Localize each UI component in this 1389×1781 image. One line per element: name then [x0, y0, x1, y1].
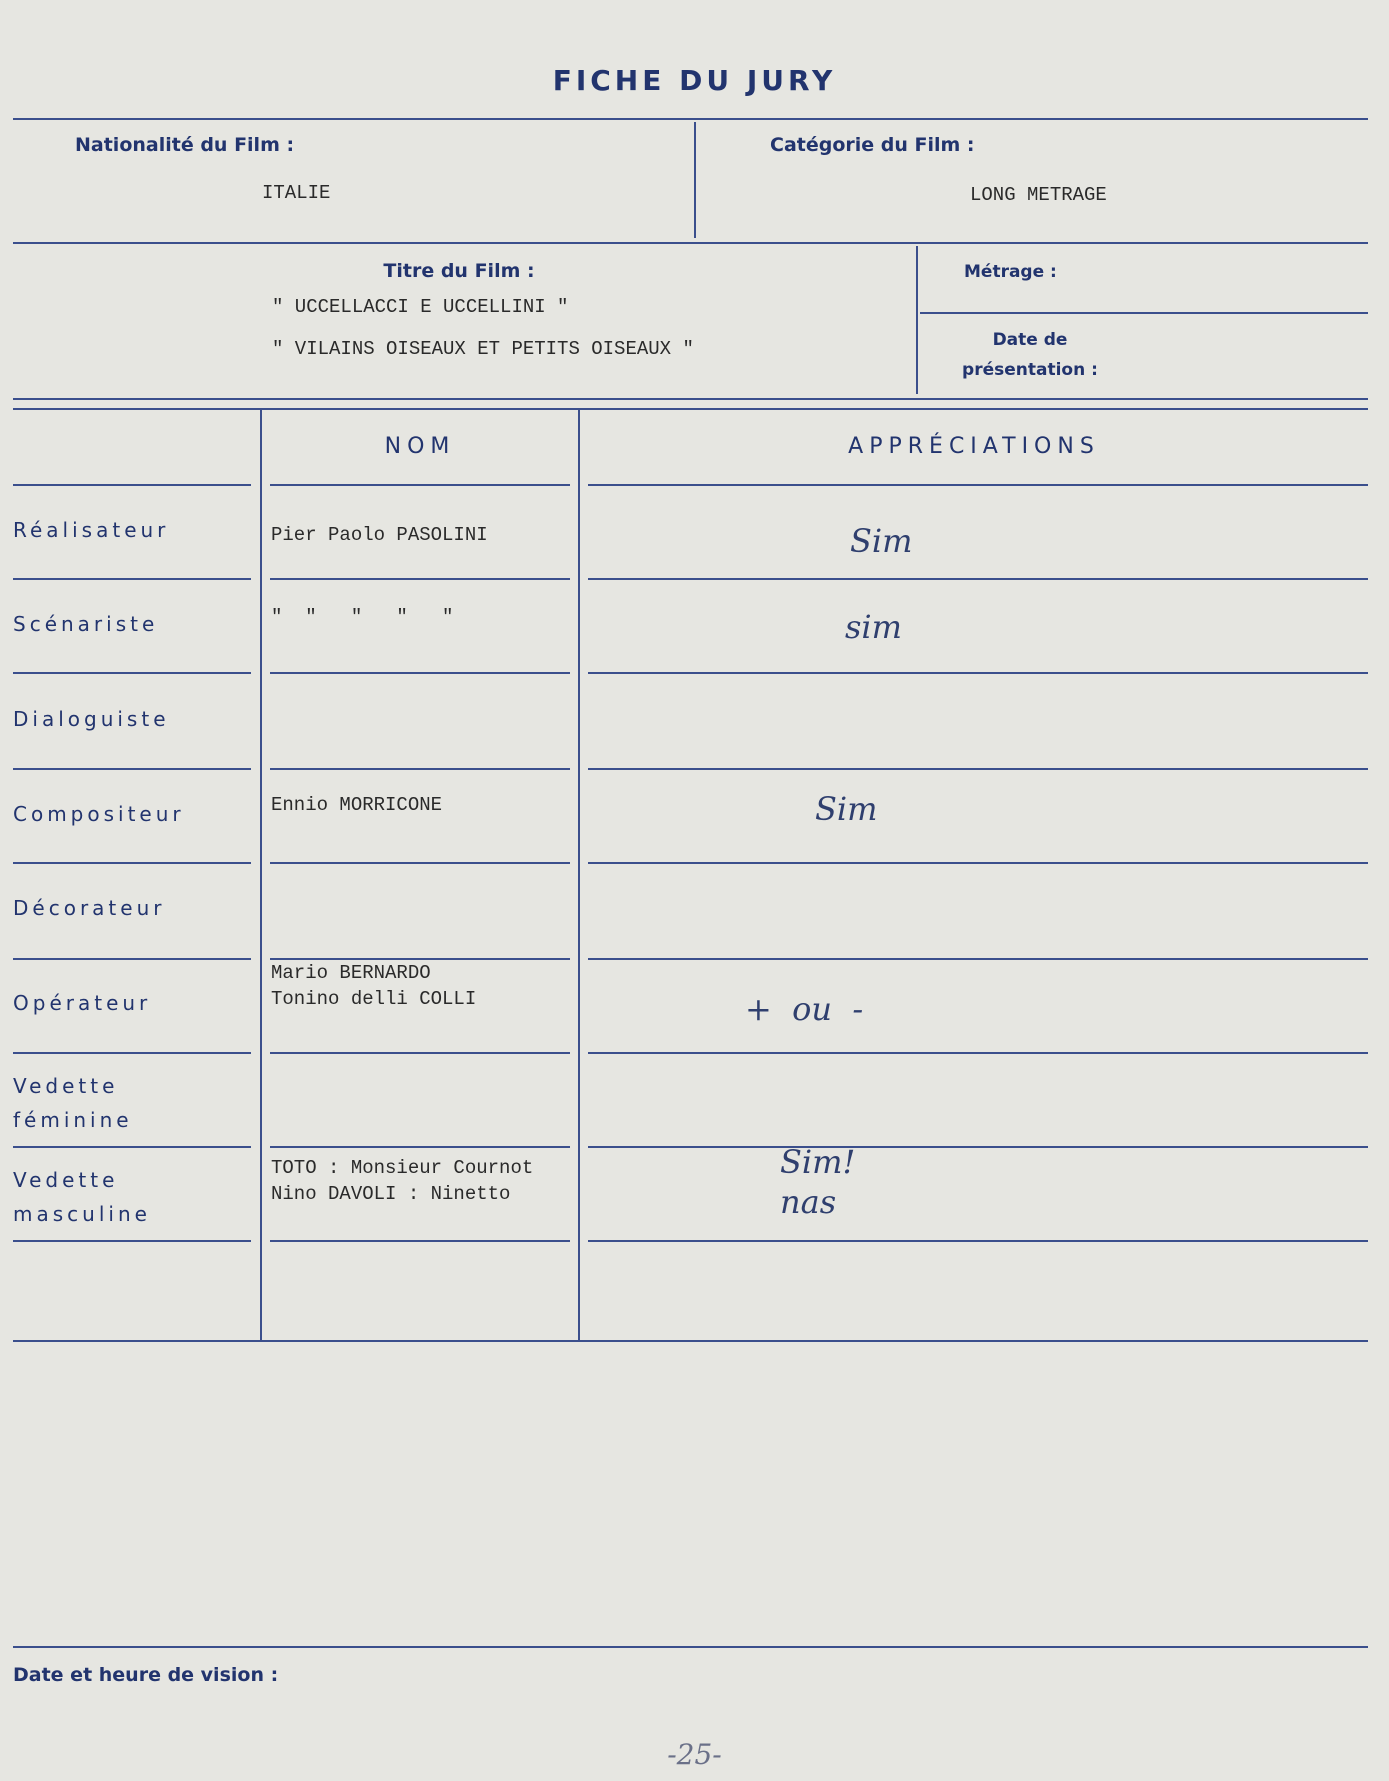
row-rule	[588, 1146, 1368, 1148]
nom-realisateur: Pier Paolo PASOLINI	[271, 524, 488, 546]
row-rule	[588, 862, 1368, 864]
col-header-appreciations: APPRÉCIATIONS	[848, 434, 1100, 459]
row-rule	[270, 484, 570, 486]
row-rule	[270, 672, 570, 674]
nom-compositeur: Ennio MORRICONE	[271, 794, 443, 816]
col-divider-appreciations	[578, 410, 580, 1340]
categorie-value: LONG METRAGE	[970, 184, 1107, 206]
row-label-compositeur: Compositeur	[13, 802, 185, 826]
row-label-scenariste: Scénariste	[13, 612, 159, 636]
row-label-operateur: Opérateur	[13, 991, 152, 1015]
row-rule	[13, 1052, 251, 1054]
row-rule	[13, 578, 251, 580]
nom-operateur: Mario BERNARDO Tonino delli COLLI	[271, 962, 477, 1010]
metrage-rule	[920, 312, 1368, 314]
vision-label: Date et heure de vision :	[13, 1664, 279, 1686]
row-rule	[13, 862, 251, 864]
date-presentation-label-2: présentation :	[962, 360, 1098, 380]
row-rule	[270, 578, 570, 580]
row-rule	[588, 578, 1368, 580]
page-number: -25-	[667, 1738, 722, 1771]
row-rule	[13, 672, 251, 674]
row-rule	[588, 672, 1368, 674]
appreciation-realisateur: Sim	[850, 522, 913, 560]
appreciation-vedette-masculine: Sim! nas	[780, 1143, 856, 1221]
row-label-realisateur: Réalisateur	[13, 518, 170, 542]
header-top-rule	[13, 118, 1368, 120]
nom-vedette-masculine: TOTO : Monsieur Cournot Nino DAVOLI : Ninetto	[271, 1157, 534, 1205]
row-label-vedette-masculine: Vedette masculine	[13, 1168, 151, 1226]
row-rule	[270, 1052, 570, 1054]
row-label-dialoguiste: Dialoguiste	[13, 707, 170, 731]
page-title: FICHE DU JURY	[552, 64, 837, 97]
titre-line-2: " VILAINS OISEAUX ET PETITS OISEAUX "	[272, 338, 694, 360]
row-rule	[270, 1146, 570, 1148]
table-top-rule-1	[13, 398, 1368, 400]
table-bottom-rule	[13, 1340, 1368, 1342]
row-rule	[270, 768, 570, 770]
table-top-rule-2	[13, 408, 1368, 410]
footer-rule	[13, 1646, 1368, 1648]
appreciation-operateur: + ou -	[745, 990, 864, 1028]
title-divider	[916, 246, 918, 394]
row-rule	[588, 958, 1368, 960]
row-rule	[270, 1240, 570, 1242]
nom-scenariste: " " " " "	[271, 606, 454, 628]
row-rule	[13, 1240, 251, 1242]
row-rule	[588, 768, 1368, 770]
titre-label: Titre du Film :	[383, 260, 535, 282]
nationalite-value: ITALIE	[262, 182, 331, 204]
header-mid-rule	[13, 242, 1368, 244]
row-rule	[588, 1240, 1368, 1242]
col-divider-nom	[260, 410, 262, 1340]
appreciation-compositeur: Sim	[815, 790, 878, 828]
titre-line-1: " UCCELLACCI E UCCELLINI "	[272, 296, 569, 318]
row-rule	[13, 958, 251, 960]
appreciation-scenariste: sim	[845, 608, 902, 646]
categorie-label: Catégorie du Film :	[770, 134, 975, 156]
row-rule	[13, 768, 251, 770]
row-rule	[13, 1146, 251, 1148]
row-label-decorateur: Décorateur	[13, 896, 166, 920]
row-rule	[13, 484, 251, 486]
date-presentation-label-1: Date de	[992, 330, 1068, 350]
metrage-label: Métrage :	[964, 262, 1057, 282]
row-label-vedette-feminine: Vedette féminine	[13, 1074, 133, 1132]
col-header-nom: NOM	[384, 434, 456, 459]
row-rule	[588, 484, 1368, 486]
header-divider	[694, 122, 696, 238]
row-rule	[588, 1052, 1368, 1054]
nationalite-label: Nationalité du Film :	[75, 134, 295, 156]
row-rule	[270, 862, 570, 864]
